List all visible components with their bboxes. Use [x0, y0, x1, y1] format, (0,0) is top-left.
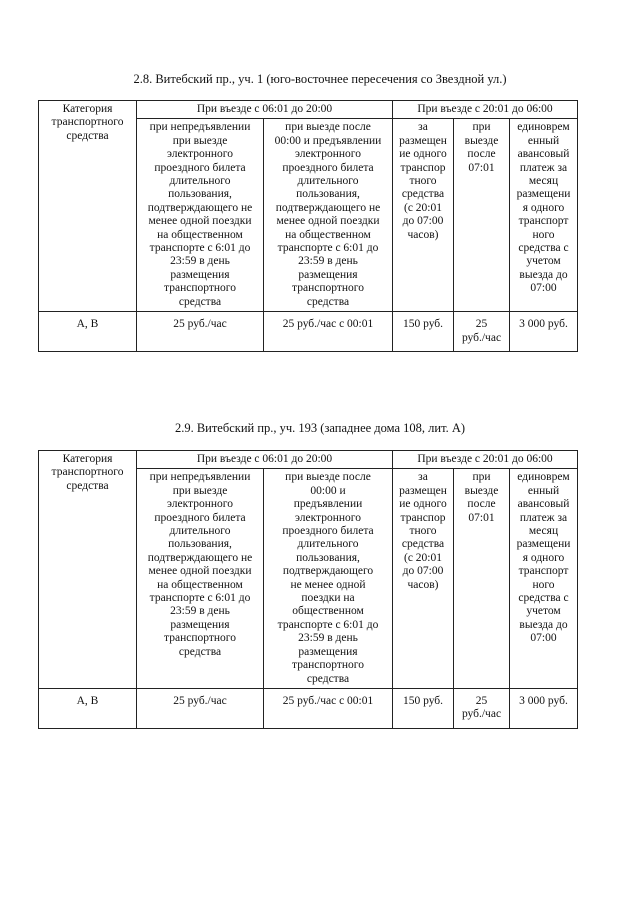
category-header: Категория транспортного средства: [39, 101, 137, 312]
section-title: 2.9. Витебский пр., уч. 193 (западнее дома 108, лит. А): [174, 421, 466, 435]
table-header-row: [39, 101, 578, 119]
subheader-cell: при выезде после 07:01: [454, 119, 510, 312]
price-cell: 25 руб./час: [454, 688, 510, 728]
subheader-cell: при непредъявлении при выезде электронного проездного билета длительного пользования, подтверждающего не менее одной поездки на общественном транспорте с 6:01 до 23:59 в день размещения транспортного средства: [137, 469, 264, 689]
tariff-table: [38, 450, 578, 729]
night-entry-header: При въезде с 20:01 до 06:00: [393, 451, 578, 469]
subheader-cell: при выезде после 07:01: [454, 469, 510, 689]
subheader-cell: при выезде после 00:00 и предъявлении электронного проездного билета длительного пользования, подтверждающего не менее одной поездки на общественном транспорте с 6:01 до 23:59 в день размещения транспортного средства: [264, 469, 393, 689]
table-header-row: [39, 451, 578, 469]
night-entry-header: При въезде с 20:01 до 06:00: [393, 101, 578, 119]
price-cell: 150 руб.: [393, 688, 454, 728]
price-cell: 3 000 руб.: [510, 312, 578, 352]
subheader-cell: за размещен ие одного транспор тного средства (с 20:01 до 07:00 часов): [393, 119, 454, 312]
section-title: 2.8. Витебский пр., уч. 1 (юго-восточнее пересечения со Звездной ул.): [133, 72, 507, 86]
tariff-table: [38, 100, 578, 352]
subheader-cell: единоврем енный авансовый платеж за месяц размещени я одного транспорт ного средства с учетом выезда до 07:00: [510, 469, 578, 689]
price-cell: 25 руб./час: [137, 312, 264, 352]
category-header: Категория транспортного средства: [39, 451, 137, 689]
day-entry-header: При въезде с 06:01 до 20:00: [137, 101, 393, 119]
price-cell: 25 руб./час с 00:01: [264, 312, 393, 352]
price-cell: 25 руб./час: [137, 688, 264, 728]
price-cell: 3 000 руб.: [510, 688, 578, 728]
table-row: [39, 312, 578, 352]
price-cell: 25 руб./час с 00:01: [264, 688, 393, 728]
subheader-cell: при выезде после 00:00 и предъявлении электронного проездного билета длительного пользования, подтверждающего не менее одной поездки на общественном транспорте с 6:01 до 23:59 в день размещения транспортного средства: [264, 119, 393, 312]
price-cell: 150 руб.: [393, 312, 454, 352]
category-cell: А, В: [39, 688, 137, 728]
category-cell: А, В: [39, 312, 137, 352]
subheader-cell: за размещен ие одного транспор тного средства (с 20:01 до 07:00 часов): [393, 469, 454, 689]
table-row: [39, 688, 578, 728]
subheader-cell: при непредъявлении при выезде электронного проездного билета длительного пользования, подтверждающего не менее одной поездки на общественном транспорте с 6:01 до 23:59 в день размещения транспортного средства: [137, 119, 264, 312]
price-cell: 25 руб./час: [454, 312, 510, 352]
subheader-cell: единоврем енный авансовый платеж за месяц размещени я одного транспорт ного средства с учетом выезда до 07:00: [510, 119, 578, 312]
day-entry-header: При въезде с 06:01 до 20:00: [137, 451, 393, 469]
